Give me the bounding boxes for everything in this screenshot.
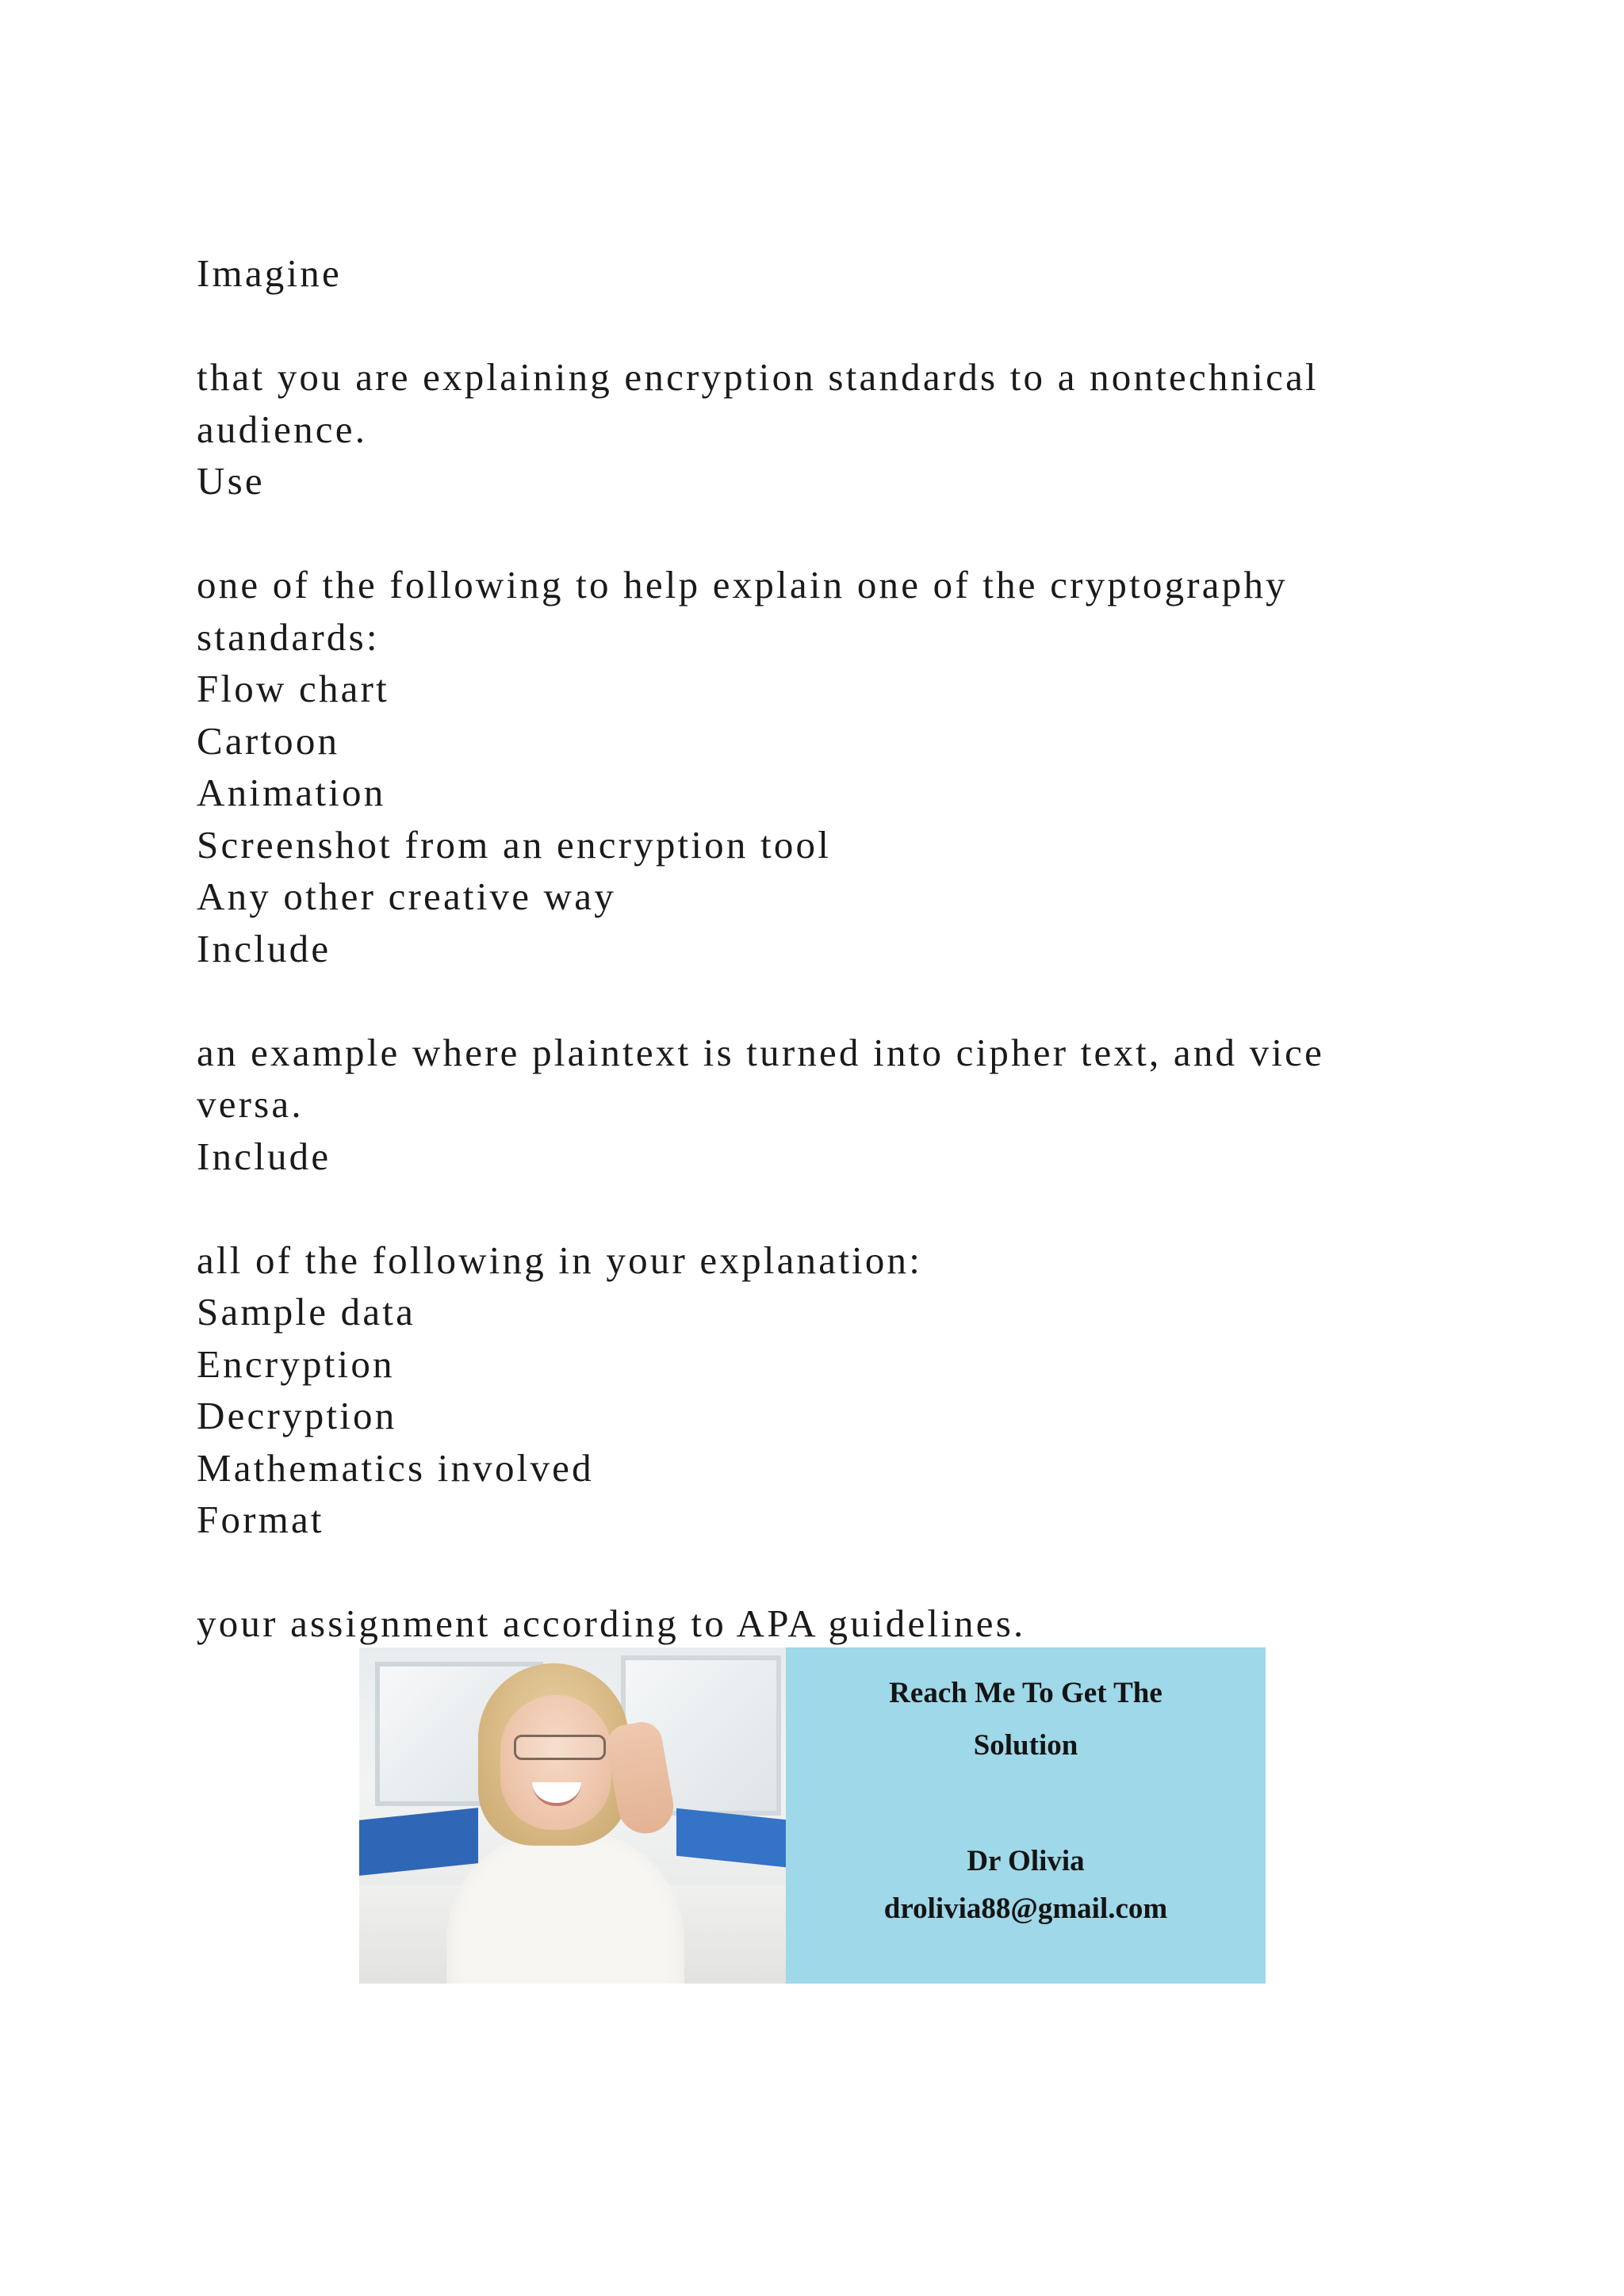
text-line: an example where plaintext is turned into cipher text, and vice [197,1030,1325,1074]
contact-name: Dr Olivia [967,1845,1085,1877]
list-item: Flow chart [197,667,389,710]
text-line: one of the following to help explain one of the cryptography [197,563,1288,607]
blank-line [197,974,1465,1027]
list-item: Encryption [197,1341,395,1386]
text-line: Include [197,1134,331,1178]
text-line: Include [197,926,331,970]
banner-headline: Reach Me To Get The [889,1677,1162,1709]
text-line: your assignment according to APA guidelines. [197,1601,1026,1645]
person-face [500,1695,611,1830]
blank-line [197,507,1465,560]
text-line: that you are explaining encryption standards to a nontechnical [197,355,1319,399]
glasses-icon [514,1735,606,1760]
document-body [197,247,1465,1650]
chair-decoration [676,1808,786,1868]
blank-line [197,1182,1465,1234]
person-body [446,1830,684,1984]
list-item: Sample data [197,1290,416,1334]
contact-info-panel [786,1647,1266,1984]
text-line: Imagine [197,251,342,295]
banner-headline-2: Solution [973,1729,1078,1762]
list-item: Animation [197,771,386,814]
list-item: Any other creative way [197,874,616,918]
text-line: all of the following in your explanation: [197,1238,923,1282]
contact-email: drolivia88@gmail.com [883,1892,1168,1925]
list-item: Screenshot from an encryption tool [197,822,832,867]
text-line: versa. [197,1082,304,1126]
chair-decoration [359,1808,478,1876]
list-item: Decryption [197,1394,397,1437]
list-item: Mathematics involved [197,1445,594,1490]
text-line: standards: [197,614,380,659]
list-item: Cartoon [197,718,340,763]
woman-photo [359,1647,786,1984]
blank-line [197,1546,1465,1598]
text-line: audience. [197,407,368,451]
blank-line [197,300,1465,352]
contact-banner [359,1647,1266,1984]
text-line: Format [197,1498,324,1541]
text-line: Use [197,459,265,503]
